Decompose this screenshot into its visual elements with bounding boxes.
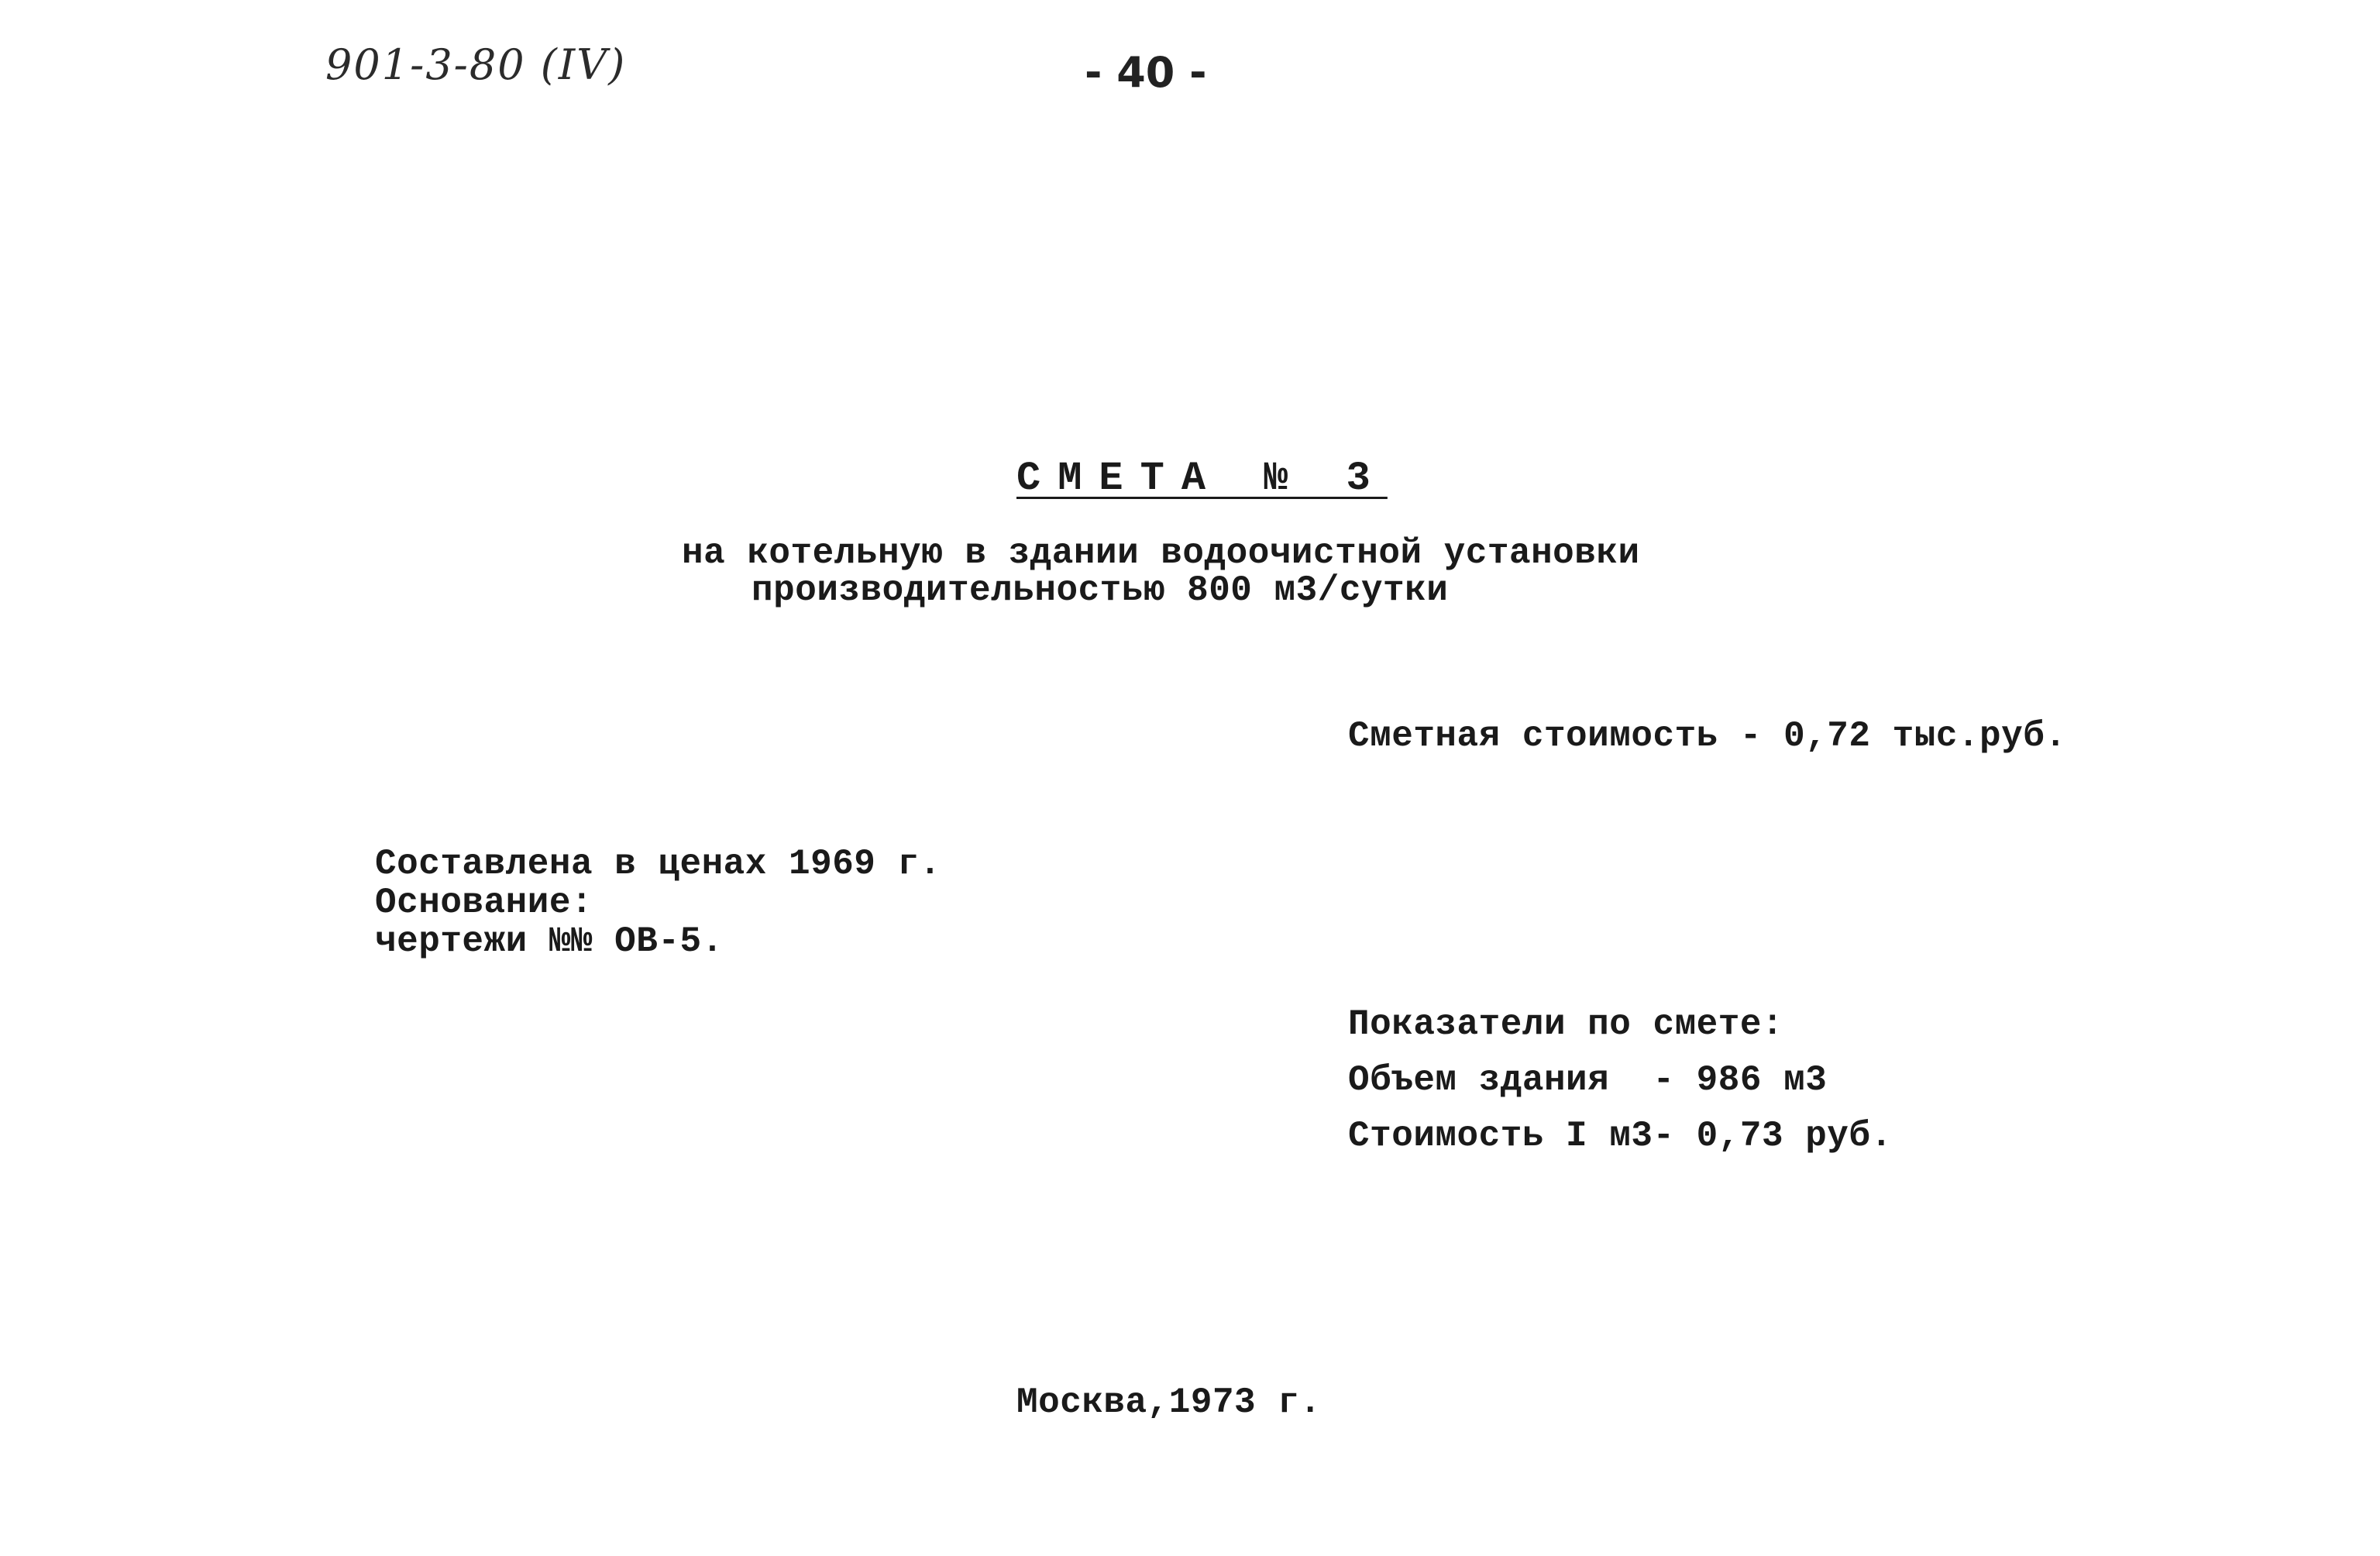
basis-label: Основание: <box>375 883 593 923</box>
document-title: СМЕТА № 3 <box>1016 456 1388 501</box>
page-number: - 40 - <box>1085 48 1207 97</box>
drawings-line: чертежи №№ ОВ-5. <box>375 921 724 962</box>
indicators-heading: Показатели по смете: <box>1348 1004 1784 1045</box>
subtitle-line-1: на котельную в здании водоочистной установки <box>682 533 1640 573</box>
building-volume: Объем здания - 986 м3 <box>1348 1060 1828 1100</box>
city-year: Москва,1973 г. <box>1016 1382 1322 1423</box>
estimated-cost: Сметная стоимость - 0,72 тыс.руб. <box>1348 716 2067 756</box>
indicators-block <box>1348 997 1893 1164</box>
subtitle-line-2: производительностью 800 м3/сутки <box>751 570 1449 611</box>
unit-cost: Стоимость I м3- 0,73 руб. <box>1348 1116 1893 1156</box>
document-code: 901-3-80 (IV) <box>325 40 627 89</box>
prices-line: Составлена в ценах 1969 г. <box>375 844 941 884</box>
basis-block <box>375 845 941 961</box>
